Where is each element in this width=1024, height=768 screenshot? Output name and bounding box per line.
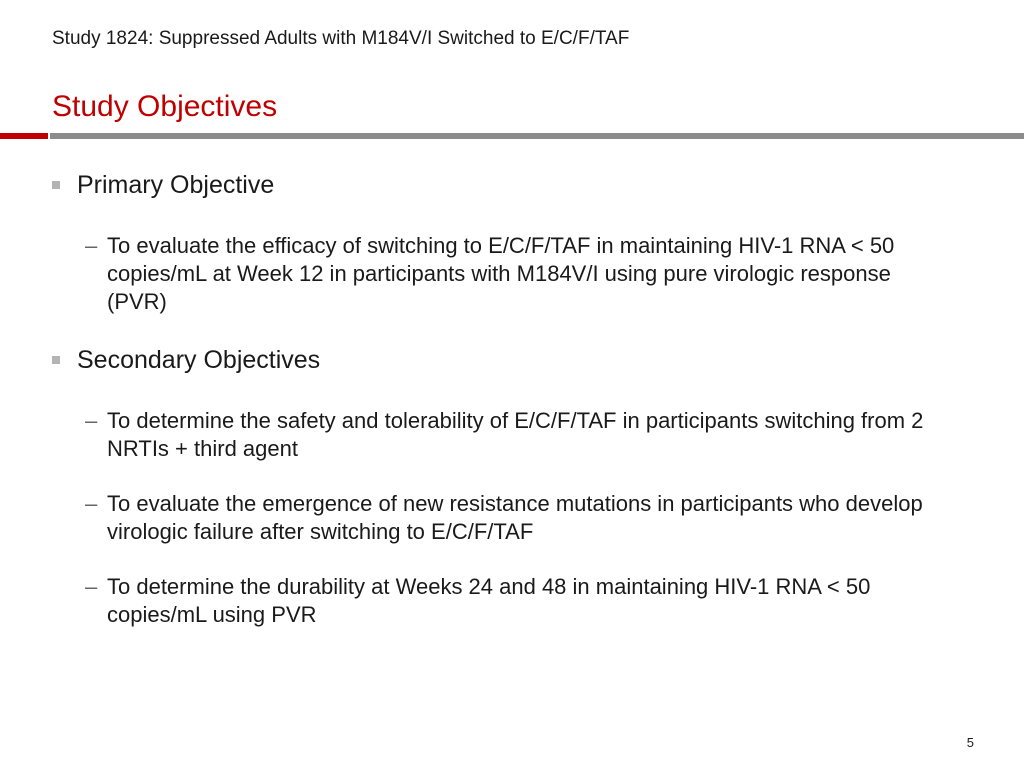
- page-number: 5: [966, 735, 974, 750]
- slide-subtitle: Study 1824: Suppressed Adults with M184V/I Switched to E/C/F/TAF: [52, 28, 630, 49]
- slide-title: Study Objectives: [52, 90, 278, 123]
- primary-objective-heading: Primary Objective: [77, 171, 275, 199]
- primary-objective-section: [52, 168, 952, 316]
- list-item-text: To determine the safety and tolerability of E/C/F/TAF in participants switching from 2 NRTIs + third agent: [107, 408, 924, 461]
- list-item-text: To evaluate the efficacy of switching to E/C/F/TAF in maintaining HIV-1 RNA < 50 copies/mL at Week 12 in participants with M184V/I using pure virologic response (PVR): [107, 233, 895, 314]
- objectives-content: [52, 168, 952, 656]
- dash-bullet-icon: –: [85, 574, 98, 599]
- title-rule-accent: [0, 133, 48, 139]
- square-bullet-icon: [52, 181, 60, 189]
- list-item-text: To evaluate the emergence of new resistance mutations in participants who develop virologic failure after switching to E/C/F/TAF: [107, 491, 923, 544]
- title-rule: [50, 133, 1024, 139]
- list-item-text: To determine the durability at Weeks 24 and 48 in maintaining HIV-1 RNA < 50 copies/mL using PVR: [107, 574, 871, 627]
- list-item: [85, 232, 952, 316]
- list-item: [85, 490, 952, 546]
- primary-objective-bullet: [52, 168, 952, 204]
- secondary-objectives-bullet: [52, 343, 952, 379]
- dash-bullet-icon: –: [85, 491, 98, 516]
- secondary-objectives-heading: Secondary Objectives: [77, 346, 321, 374]
- dash-bullet-icon: –: [85, 233, 98, 258]
- list-item: [85, 407, 952, 463]
- primary-objective-list: [85, 232, 952, 316]
- dash-bullet-icon: –: [85, 408, 98, 433]
- secondary-objectives-list: [85, 407, 952, 629]
- secondary-objectives-section: [52, 343, 952, 629]
- square-bullet-icon: [52, 356, 60, 364]
- list-item: [85, 573, 952, 629]
